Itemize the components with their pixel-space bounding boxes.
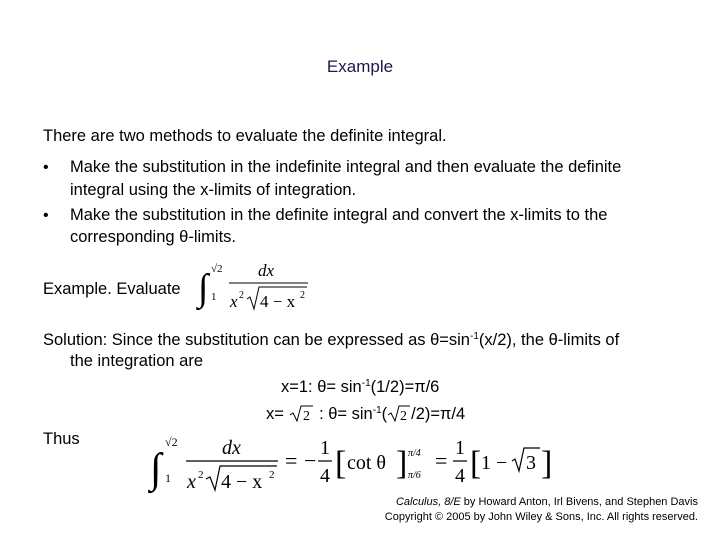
equals-1: = [285,448,298,473]
limit-2 [266,403,465,424]
integral-expression [196,258,316,314]
intro-text: There are two methods to evaluate the definite integral. [43,127,447,145]
solution-text-a: Solution: Since the substitution can be expressed as θ=sin [43,331,470,349]
frac1-denominator: 4 [320,465,330,487]
sqrt-2-symbol [288,403,314,423]
limit-1-sup: -1 [361,378,371,389]
final-integral-lower: 1 [165,471,171,485]
equals-2: = [435,448,448,473]
svg-text:2: 2 [400,409,408,423]
bullet-1-line-2: integral using the x-limits of integration. [70,181,357,199]
footer-credit [385,495,698,525]
authors: by Howard Anton, Irl Bivens, and Stephen Davis [460,496,698,508]
bracket2-text: 1 − [481,452,508,474]
limit-2-b: : θ= sin [319,405,373,423]
final-den-exp: 2 [198,469,204,481]
book-title: Calculus, 8/E [395,496,461,508]
final-equation [148,432,553,498]
frac2-denominator: 4 [455,465,465,487]
sqrt-2-symbol-inner [387,403,411,423]
limit-1-b: (1/2)=π/6 [370,378,440,396]
left-bracket-1: [ [335,445,347,482]
limit-2-sup: -1 [372,405,382,416]
example-label: Example. Evaluate [43,280,181,298]
final-integral-sign: ∫ [150,446,162,492]
denominator-x: x [230,292,238,311]
final-numerator: dx [222,437,241,459]
integral-lower-limit: 1 [211,291,217,303]
frac1-numerator: 1 [320,437,330,459]
final-integral-upper: √2 [165,435,178,449]
integral-upper-limit: √2 [211,263,223,275]
integral-numerator: dx [258,261,275,280]
footer-line-2: Copyright © 2005 by John Wiley & Sons, Inc. All rights reserved. [384,511,698,523]
limit-2-c: ( [381,405,388,423]
limit-2-d: /2)=π/4 [411,405,466,423]
radicand-exponent: 2 [300,290,305,301]
denominator-exponent: 2 [239,290,244,301]
frac2-numerator: 1 [455,437,465,459]
cot-theta: cot θ [347,452,387,474]
slide-title: Example [326,57,394,76]
limit-1-a: x=1: θ= sin [281,378,362,396]
right-bracket-1: ] [396,445,408,482]
footer-line-1 [385,495,698,510]
bullet-1-line-1: Make the substitution in the indefinite integral and then evaluate the definite [70,158,622,176]
bullet-marker-1: • [43,159,49,176]
solution-text-b: (x/2), the θ-limits of [478,331,620,349]
bullet-marker-2: • [43,207,49,224]
svg-text:2: 2 [303,409,311,423]
limit-2-a: x= [266,405,284,423]
eval-upper: π/4 [408,448,421,459]
integral-sign: ∫ [198,267,209,309]
limit-1 [281,377,439,397]
left-bracket-2: [ [470,445,482,482]
sqrt-3-value: 3 [526,452,536,474]
right-bracket-2: ] [541,445,553,482]
thus-label: Thus [43,430,80,448]
minus-sign: − [304,448,317,473]
final-den-x: x [187,471,196,493]
final-radicand-exp: 2 [269,469,275,481]
bullet-2-line-1: Make the substitution in the definite integral and convert the x-limits to the [70,206,608,224]
solution-line-2: the integration are [70,352,204,370]
solution-sup: -1 [469,331,479,342]
final-radicand: 4 − x [221,471,263,493]
radicand: 4 − x [260,292,296,311]
solution-line-1 [43,330,619,350]
bullet-2-line-2: corresponding θ-limits. [70,228,236,246]
eval-lower: π/6 [408,470,421,481]
